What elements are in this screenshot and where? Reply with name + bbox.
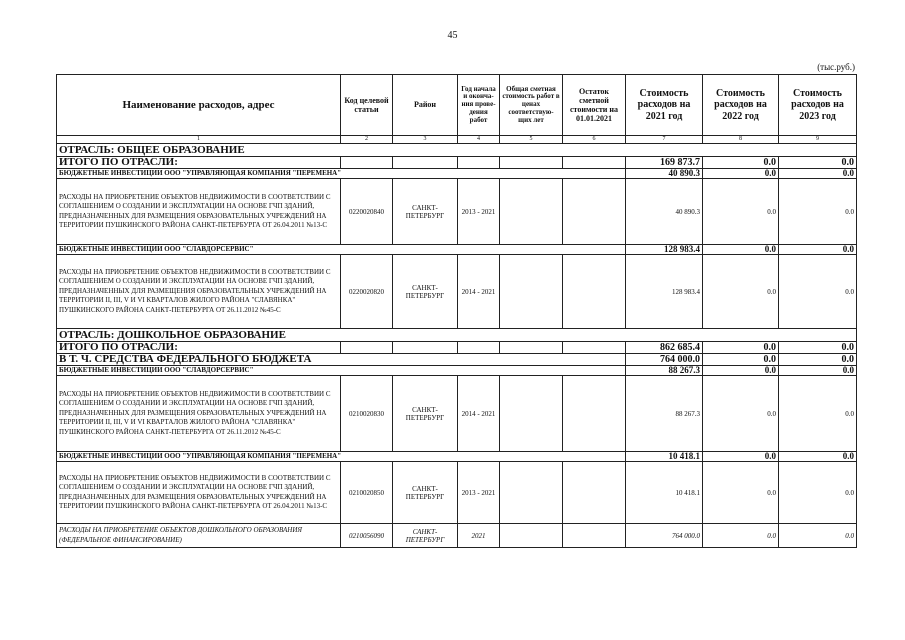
region: САНКТ-ПЕТЕРБУРГ xyxy=(393,462,458,524)
cost-2023: 0.0 xyxy=(779,452,857,462)
column-number: 6 xyxy=(563,136,626,144)
column-number: 1 xyxy=(57,136,341,144)
cost-2021: 764 000.0 xyxy=(626,524,703,548)
header-remainder: Остаток сметной стоимости на 01.01.2021 xyxy=(563,75,626,136)
region: САНКТ-ПЕТЕРБУРГ xyxy=(393,179,458,245)
cost-2023: 0.0 xyxy=(779,157,857,169)
cost-2022: 0.0 xyxy=(703,255,779,329)
row-label: ИТОГО ПО ОТРАСЛИ: xyxy=(57,342,341,354)
column-number: 7 xyxy=(626,136,703,144)
column-number-row xyxy=(57,136,857,144)
header-cost-2022: Стоимость расходов на 2022 год xyxy=(703,75,779,136)
expense-description: РАСХОДЫ НА ПРИОБРЕТЕНИЕ ОБЪЕКТОВ ДОШКОЛЬНОГО ОБРАЗОВАНИЯ (ФЕДЕРАЛЬНОЕ ФИНАНСИРОВАНИЕ) xyxy=(57,524,341,548)
cost-2021: 128 983.4 xyxy=(626,255,703,329)
expense-description: РАСХОДЫ НА ПРИОБРЕТЕНИЕ ОБЪЕКТОВ НЕДВИЖИМОСТИ В СООТВЕТСТВИИ С СОГЛАШЕНИЕМ О СОЗДАНИИ И ЭКСПЛУАТАЦИИ НА ОСНОВЕ ГЧП ЗДАНИЙ, ПРЕДНАЗНАЧЕННЫХ ДЛЯ РАЗМЕЩЕНИЯ ОБРАЗОВАТЕЛЬНЫХ УЧРЕЖДЕНИЙ НА ТЕРРИТОРИИ ПУШКИНСКОГО РАЙОНА САНКТ-ПЕТЕРБУРГА ОТ 26.04.2011 №13-С xyxy=(57,179,341,245)
expense-description: РАСХОДЫ НА ПРИОБРЕТЕНИЕ ОБЪЕКТОВ НЕДВИЖИМОСТИ В СООТВЕТСТВИИ С СОГЛАШЕНИЕМ О СОЗДАНИИ И ЭКСПЛУАТАЦИИ НА ОСНОВЕ ГЧП ЗДАНИЙ, ПРЕДНАЗНАЧЕННЫХ ДЛЯ РАЗМЕЩЕНИЯ ОБРАЗОВАТЕЛЬНЫХ УЧРЕЖДЕНИЙ НА ТЕРРИТОРИИ II, III, V И VI КВАРТАЛОВ ЖИЛОГО РАЙОНА "СЛАВЯНКА" ПУШКИНСКОГО РАЙОНА САНКТ-ПЕТЕРБУРГА ОТ 26.11.2012 №45-С xyxy=(57,376,341,452)
target-code: 0220020820 xyxy=(341,255,393,329)
target-code: 0210056090 xyxy=(341,524,393,548)
cost-2022: 0.0 xyxy=(703,342,779,354)
work-years: 2013 - 2021 xyxy=(458,179,500,245)
cost-2022: 0.0 xyxy=(703,245,779,255)
cost-2022: 0.0 xyxy=(703,366,779,376)
region: САНКТ-ПЕТЕРБУРГ xyxy=(393,524,458,548)
cost-2021: 88 267.3 xyxy=(626,366,703,376)
cost-2023: 0.0 xyxy=(779,524,857,548)
cost-2023: 0.0 xyxy=(779,179,857,245)
sector-total-row xyxy=(57,342,857,354)
cost-2023: 0.0 xyxy=(779,376,857,452)
expense-item-row xyxy=(57,179,857,245)
sector-row xyxy=(57,144,857,157)
work-years: 2014 - 2021 xyxy=(458,376,500,452)
cost-2022: 0.0 xyxy=(703,157,779,169)
header-years: Год начала и оконча-ния прове-дения работ xyxy=(458,75,500,136)
investment-row xyxy=(57,452,857,462)
expense-item-row xyxy=(57,255,857,329)
header-code: Код целевой статьи xyxy=(341,75,393,136)
cost-2021: 40 890.3 xyxy=(626,179,703,245)
cost-2023: 0.0 xyxy=(779,342,857,354)
expense-description: РАСХОДЫ НА ПРИОБРЕТЕНИЕ ОБЪЕКТОВ НЕДВИЖИМОСТИ В СООТВЕТСТВИИ С СОГЛАШЕНИЕМ О СОЗДАНИИ И ЭКСПЛУАТАЦИИ НА ОСНОВЕ ГЧП ЗДАНИЙ, ПРЕДНАЗНАЧЕННЫХ ДЛЯ РАЗМЕЩЕНИЯ ОБРАЗОВАТЕЛЬНЫХ УЧРЕЖДЕНИЙ НА ТЕРРИТОРИИ ПУШКИНСКОГО РАЙОНА САНКТ-ПЕТЕРБУРГА ОТ 26.04.2011 №13-С xyxy=(57,462,341,524)
column-number: 4 xyxy=(458,136,500,144)
column-number: 9 xyxy=(779,136,857,144)
cost-2021: 764 000.0 xyxy=(626,354,703,366)
column-number: 3 xyxy=(393,136,458,144)
cost-2023: 0.0 xyxy=(779,462,857,524)
cost-2022: 0.0 xyxy=(703,376,779,452)
work-years: 2013 - 2021 xyxy=(458,462,500,524)
sector-title: ОТРАСЛЬ: ДОШКОЛЬНОЕ ОБРАЗОВАНИЕ xyxy=(57,329,857,342)
cost-2022: 0.0 xyxy=(703,169,779,179)
sector-total-row xyxy=(57,157,857,169)
sector-title: ОТРАСЛЬ: ОБЩЕЕ ОБРАЗОВАНИЕ xyxy=(57,144,857,157)
header-cost-2021: Стоимость расходов на 2021 год xyxy=(626,75,703,136)
unit-note: (тыс.руб.) xyxy=(817,62,855,72)
expense-item-row xyxy=(57,462,857,524)
expense-description: РАСХОДЫ НА ПРИОБРЕТЕНИЕ ОБЪЕКТОВ НЕДВИЖИМОСТИ В СООТВЕТСТВИИ С СОГЛАШЕНИЕМ О СОЗДАНИИ И ЭКСПЛУАТАЦИИ НА ОСНОВЕ ГЧП ЗДАНИЙ, ПРЕДНАЗНАЧЕННЫХ ДЛЯ РАЗМЕЩЕНИЯ ОБРАЗОВАТЕЛЬНЫХ УЧРЕЖДЕНИЙ НА ТЕРРИТОРИИ II, III, V И VI КВАРТАЛОВ ЖИЛОГО РАЙОНА "СЛАВЯНКА" ПУШКИНСКОГО РАЙОНА САНКТ-ПЕТЕРБУРГА ОТ 26.11.2012 №45-С xyxy=(57,255,341,329)
row-label: ИТОГО ПО ОТРАСЛИ: xyxy=(57,157,341,169)
investment-row xyxy=(57,245,857,255)
work-years: 2021 xyxy=(458,524,500,548)
sector-row xyxy=(57,329,857,342)
region: САНКТ-ПЕТЕРБУРГ xyxy=(393,255,458,329)
investment-row xyxy=(57,169,857,179)
column-number: 8 xyxy=(703,136,779,144)
cost-2022: 0.0 xyxy=(703,179,779,245)
row-label: В Т. Ч. СРЕДСТВА ФЕДЕРАЛЬНОГО БЮДЖЕТА xyxy=(57,354,626,366)
cost-2021: 862 685.4 xyxy=(626,342,703,354)
investment-row xyxy=(57,366,857,376)
target-code: 0220020840 xyxy=(341,179,393,245)
row-label: БЮДЖЕТНЫЕ ИНВЕСТИЦИИ ООО "УПРАВЛЯЮЩАЯ КОМПАНИЯ "ПЕРЕМЕНА" xyxy=(57,169,626,179)
row-label: БЮДЖЕТНЫЕ ИНВЕСТИЦИИ ООО "СЛАВДОРСЕРВИС" xyxy=(57,366,626,376)
row-label: БЮДЖЕТНЫЕ ИНВЕСТИЦИИ ООО "УПРАВЛЯЮЩАЯ КОМПАНИЯ "ПЕРЕМЕНА" xyxy=(57,452,626,462)
expense-item-row xyxy=(57,376,857,452)
cost-2021: 10 418.1 xyxy=(626,462,703,524)
cost-2021: 88 267.3 xyxy=(626,376,703,452)
header-total-cost: Общая сметная стоимость работ в ценах соответствую-щих лет xyxy=(500,75,563,136)
cost-2021: 169 873.7 xyxy=(626,157,703,169)
cost-2022: 0.0 xyxy=(703,462,779,524)
cost-2022: 0.0 xyxy=(703,354,779,366)
cost-2023: 0.0 xyxy=(779,255,857,329)
header-name: Наименование расходов, адрес xyxy=(57,75,341,136)
header-row xyxy=(57,75,857,136)
cost-2023: 0.0 xyxy=(779,366,857,376)
cost-2023: 0.0 xyxy=(779,169,857,179)
cost-2022: 0.0 xyxy=(703,524,779,548)
cost-2023: 0.0 xyxy=(779,245,857,255)
federal-budget-row xyxy=(57,354,857,366)
cost-2021: 40 890.3 xyxy=(626,169,703,179)
header-region: Район xyxy=(393,75,458,136)
row-label: БЮДЖЕТНЫЕ ИНВЕСТИЦИИ ООО "СЛАВДОРСЕРВИС" xyxy=(57,245,626,255)
region: САНКТ-ПЕТЕРБУРГ xyxy=(393,376,458,452)
cost-2021: 128 983.4 xyxy=(626,245,703,255)
target-code: 0210020850 xyxy=(341,462,393,524)
cost-2023: 0.0 xyxy=(779,354,857,366)
work-years: 2014 - 2021 xyxy=(458,255,500,329)
expense-item-row xyxy=(57,524,857,548)
cost-2021: 10 418.1 xyxy=(626,452,703,462)
header-cost-2023: Стоимость расходов на 2023 год xyxy=(779,75,857,136)
page-number: 45 xyxy=(447,30,458,41)
target-code: 0210020830 xyxy=(341,376,393,452)
budget-table xyxy=(56,74,857,548)
column-number: 5 xyxy=(500,136,563,144)
cost-2022: 0.0 xyxy=(703,452,779,462)
column-number: 2 xyxy=(341,136,393,144)
